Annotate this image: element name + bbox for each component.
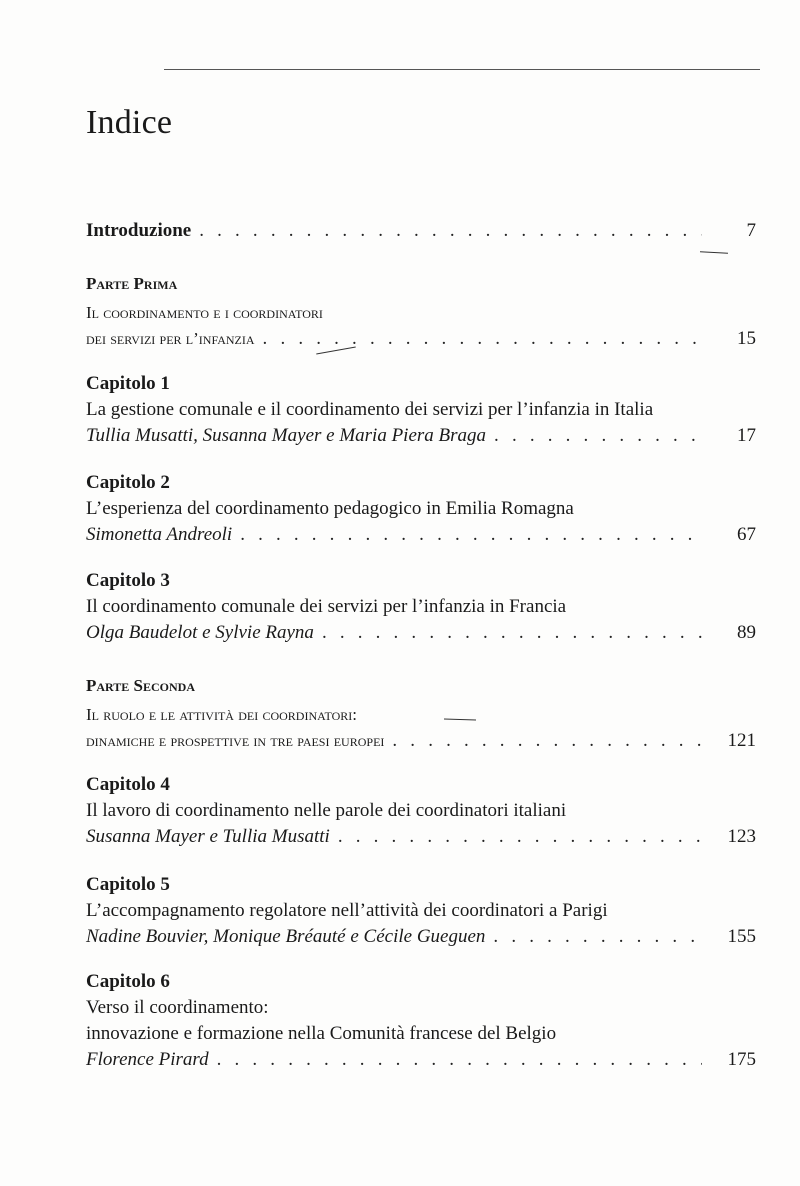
part-label: Parte Prima	[86, 274, 178, 293]
chapter-title: L’accompagnamento regolatore nell’attività dei coordinatori a Parigi	[86, 900, 608, 921]
page-title: Indice	[86, 104, 173, 141]
toc-entry-capitolo-5[interactable]	[86, 872, 756, 950]
chapter-authors: Susanna Mayer e Tullia Musatti	[86, 826, 330, 847]
chapter-title-line-1: Verso il coordinamento:	[86, 997, 269, 1018]
chapter-heading: Capitolo 5	[86, 874, 170, 895]
part-title-line-2: dei servizi per l’infanzia	[86, 329, 255, 348]
header-rule	[164, 69, 760, 70]
chapter-title: L’esperienza del coordinamento pedagogico in Emilia Romagna	[86, 498, 574, 519]
chapter-authors: Florence Pirard	[86, 1049, 209, 1070]
page-number: 17	[737, 425, 756, 446]
toc-entry-parte-prima[interactable]	[86, 271, 756, 352]
page-number: 123	[727, 826, 756, 847]
chapter-heading: Capitolo 6	[86, 971, 170, 992]
page-number: 175	[727, 1049, 756, 1070]
toc-entry-capitolo-4[interactable]	[86, 772, 756, 850]
dot-leader	[199, 218, 702, 244]
chapter-heading: Capitolo 1	[86, 373, 170, 394]
chapter-authors: Simonetta Andreoli	[86, 524, 233, 545]
dot-leader	[493, 924, 702, 950]
dot-leader	[263, 326, 702, 352]
page-number: 155	[727, 926, 756, 947]
toc-entry-capitolo-3[interactable]	[86, 568, 756, 646]
dot-leader	[240, 522, 702, 548]
entry-heading: Introduzione	[86, 220, 192, 241]
part-title-line-1: Il coordinamento e i coordinatori	[86, 303, 323, 322]
chapter-title-line-2: innovazione e formazione nella Comunità francese del Belgio	[86, 1023, 557, 1044]
toc-entry-capitolo-2[interactable]	[86, 470, 756, 548]
dot-leader	[217, 1047, 702, 1073]
page-number: 15	[737, 328, 756, 349]
part-label: Parte Seconda	[86, 676, 196, 695]
toc-entry-capitolo-1[interactable]	[86, 371, 756, 449]
part-title-line-2: dinamiche e prospettive in tre paesi europei	[86, 731, 385, 750]
chapter-title: La gestione comunale e il coordinamento dei servizi per l’infanzia in Italia	[86, 399, 654, 420]
toc-entry-capitolo-6[interactable]	[86, 969, 756, 1073]
dot-leader	[392, 728, 702, 754]
chapter-title: Il coordinamento comunale dei servizi per l’infanzia in Francia	[86, 596, 567, 617]
dot-leader	[338, 824, 702, 850]
page-number: 121	[727, 730, 756, 751]
chapter-heading: Capitolo 3	[86, 570, 170, 591]
pencil-mark	[700, 251, 728, 253]
chapter-authors: Tullia Musatti, Susanna Mayer e Maria Piera Braga	[86, 425, 487, 446]
toc-entry-introduzione[interactable]	[86, 218, 756, 244]
page-number: 89	[737, 622, 756, 643]
chapter-title: Il lavoro di coordinamento nelle parole dei coordinatori italiani	[86, 800, 567, 821]
page-number: 7	[746, 220, 756, 241]
dot-leader	[322, 620, 702, 646]
toc-entry-parte-seconda[interactable]	[86, 673, 756, 754]
chapter-authors: Olga Baudelot e Sylvie Rayna	[86, 622, 314, 643]
dot-leader	[494, 423, 702, 449]
chapter-authors: Nadine Bouvier, Monique Bréauté e Cécile Gueguen	[86, 926, 486, 947]
part-title-line-1: Il ruolo e le attività dei coordinatori:	[86, 705, 357, 724]
chapter-heading: Capitolo 2	[86, 472, 170, 493]
chapter-heading: Capitolo 4	[86, 774, 170, 795]
page-number: 67	[737, 524, 756, 545]
